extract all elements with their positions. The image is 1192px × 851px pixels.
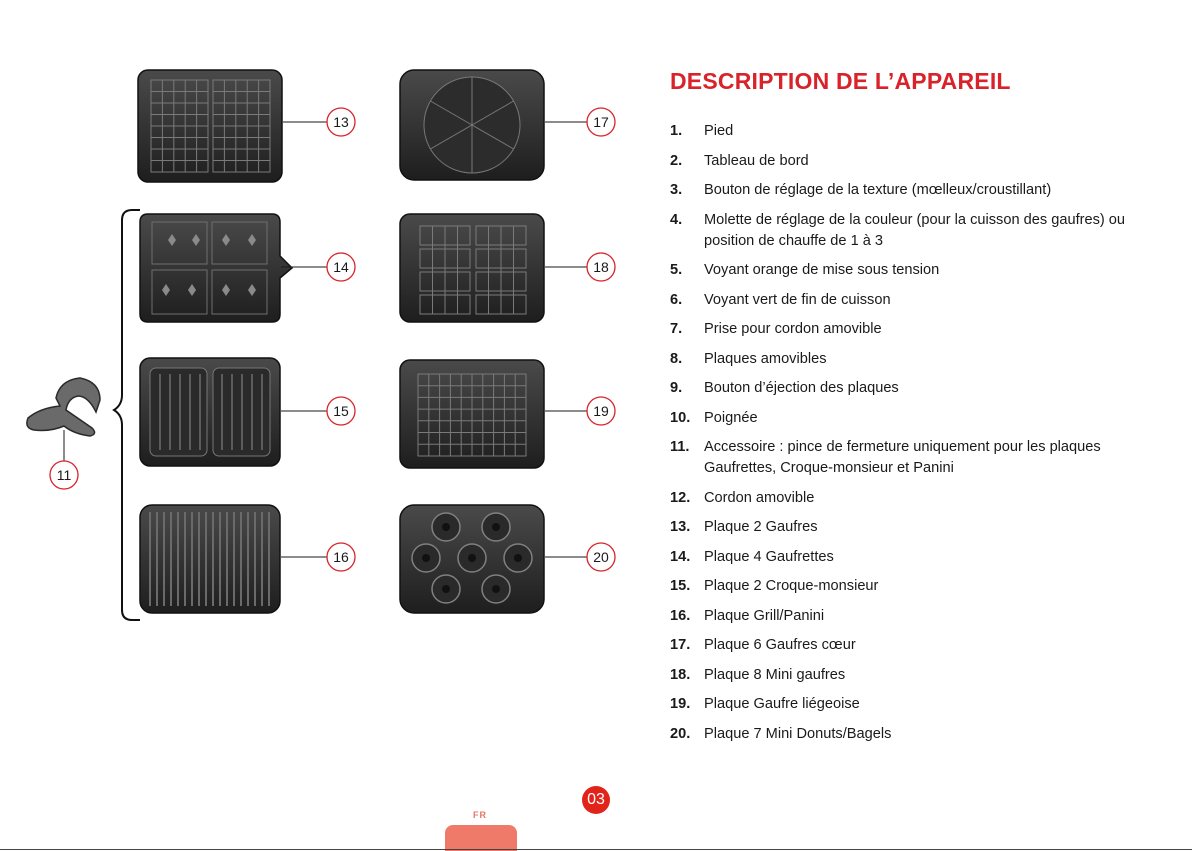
- item-text: Plaque 8 Mini gaufres: [704, 666, 846, 683]
- language-label: FR: [473, 810, 487, 820]
- item-number: 19.: [670, 696, 691, 712]
- item-text: Plaque 2 Croque-monsieur: [704, 578, 879, 594]
- list-item: [670, 547, 1170, 568]
- item-text: Plaque Gaufre liégeoise: [704, 696, 860, 712]
- item-number: 15.: [670, 578, 691, 594]
- list-item: [670, 724, 1170, 745]
- callout-14-label: 14: [333, 259, 349, 275]
- item-text: Plaque Grill/Panini: [704, 607, 825, 624]
- plate-15: [140, 358, 280, 466]
- callout-11-label: 11: [56, 467, 72, 483]
- item-text: Poignée: [704, 409, 758, 426]
- bottom-rule: [0, 849, 1192, 850]
- item-number: 9.: [670, 380, 683, 396]
- list-item: [670, 606, 1170, 627]
- item-text: Plaque 4 Gaufrettes: [704, 548, 834, 565]
- item-number: 2.: [670, 152, 683, 169]
- list-item: [670, 151, 1170, 172]
- list-item: [670, 349, 1170, 370]
- item-number: 18.: [670, 666, 691, 683]
- list-item: [670, 665, 1170, 686]
- item-number: 12.: [670, 489, 691, 506]
- item-text: Prise pour cordon amovible: [704, 321, 882, 337]
- plate-18: [400, 214, 544, 322]
- item-number: 17.: [670, 637, 691, 653]
- language-tab: [445, 825, 517, 851]
- list-item: [670, 378, 1170, 399]
- list-item: [670, 576, 1170, 597]
- callout-18-label: 18: [593, 259, 609, 275]
- callout-15-label: 15: [333, 403, 349, 419]
- page-number-badge: 03: [582, 786, 610, 814]
- leader-lines: [64, 122, 587, 557]
- item-number: 20.: [670, 725, 691, 742]
- accessory-11-clip: [27, 378, 100, 436]
- item-number: 10.: [670, 409, 691, 426]
- list-item: [670, 694, 1170, 715]
- item-text: Bouton de réglage de la texture (mœlleux/croustillant): [704, 182, 1052, 198]
- item-text: Molette de réglage de la couleur (pour la cuisson des gaufres) ou position de chauffe de 1 à 3: [704, 211, 1126, 249]
- callout-13-label: 13: [333, 114, 349, 130]
- callout-19-label: 19: [593, 403, 609, 419]
- group-brace: [114, 210, 140, 620]
- callout-16-label: 16: [333, 549, 349, 565]
- item-text: Voyant orange de mise sous tension: [704, 262, 940, 278]
- plate-20: [400, 505, 544, 613]
- plate-13: [138, 70, 282, 182]
- page-title: DESCRIPTION DE L’APPAREIL: [670, 68, 1011, 94]
- item-number: 14.: [670, 548, 691, 565]
- list-item: [670, 635, 1170, 656]
- item-text: Voyant vert de fin de cuisson: [704, 291, 891, 308]
- list-item: [670, 290, 1170, 311]
- plate-19: [400, 360, 544, 468]
- list-item: [670, 517, 1170, 538]
- list-item: [670, 210, 1170, 252]
- item-number: 3.: [670, 182, 683, 198]
- item-text: Plaque 2 Gaufres: [704, 519, 818, 535]
- list-item: [670, 319, 1170, 340]
- item-number: 7.: [670, 321, 683, 337]
- description-list: [670, 121, 1170, 753]
- item-text: Cordon amovible: [704, 489, 815, 506]
- item-number: 6.: [670, 291, 683, 308]
- item-text: Tableau de bord: [704, 152, 809, 169]
- list-item: [670, 180, 1170, 201]
- item-text: Pied: [704, 123, 734, 139]
- item-number: 11.: [670, 439, 690, 455]
- item-number: 5.: [670, 262, 683, 278]
- callout-20-label: 20: [593, 549, 609, 565]
- callout-17-label: 17: [593, 114, 609, 130]
- plate-17: [400, 70, 544, 180]
- item-number: 16.: [670, 607, 691, 624]
- item-text: Plaque 6 Gaufres cœur: [704, 637, 856, 653]
- item-text: Plaque 7 Mini Donuts/Bagels: [704, 725, 892, 742]
- item-number: 13.: [670, 519, 691, 535]
- plate-16: [140, 505, 280, 613]
- item-number: 4.: [670, 211, 683, 228]
- list-item: [670, 437, 1170, 479]
- list-item: [670, 260, 1170, 281]
- item-number: 1.: [670, 123, 683, 139]
- list-item: [670, 408, 1170, 429]
- item-text: Accessoire : pince de fermeture uniquement pour les plaques Gaufrettes, Croque-monsieur et Panini: [704, 439, 1101, 476]
- item-text: Plaques amovibles: [704, 350, 827, 367]
- plate-14: [140, 214, 292, 322]
- list-item: [670, 121, 1170, 142]
- item-text: Bouton d’éjection des plaques: [704, 380, 899, 396]
- list-item: [670, 488, 1170, 509]
- item-number: 8.: [670, 350, 683, 367]
